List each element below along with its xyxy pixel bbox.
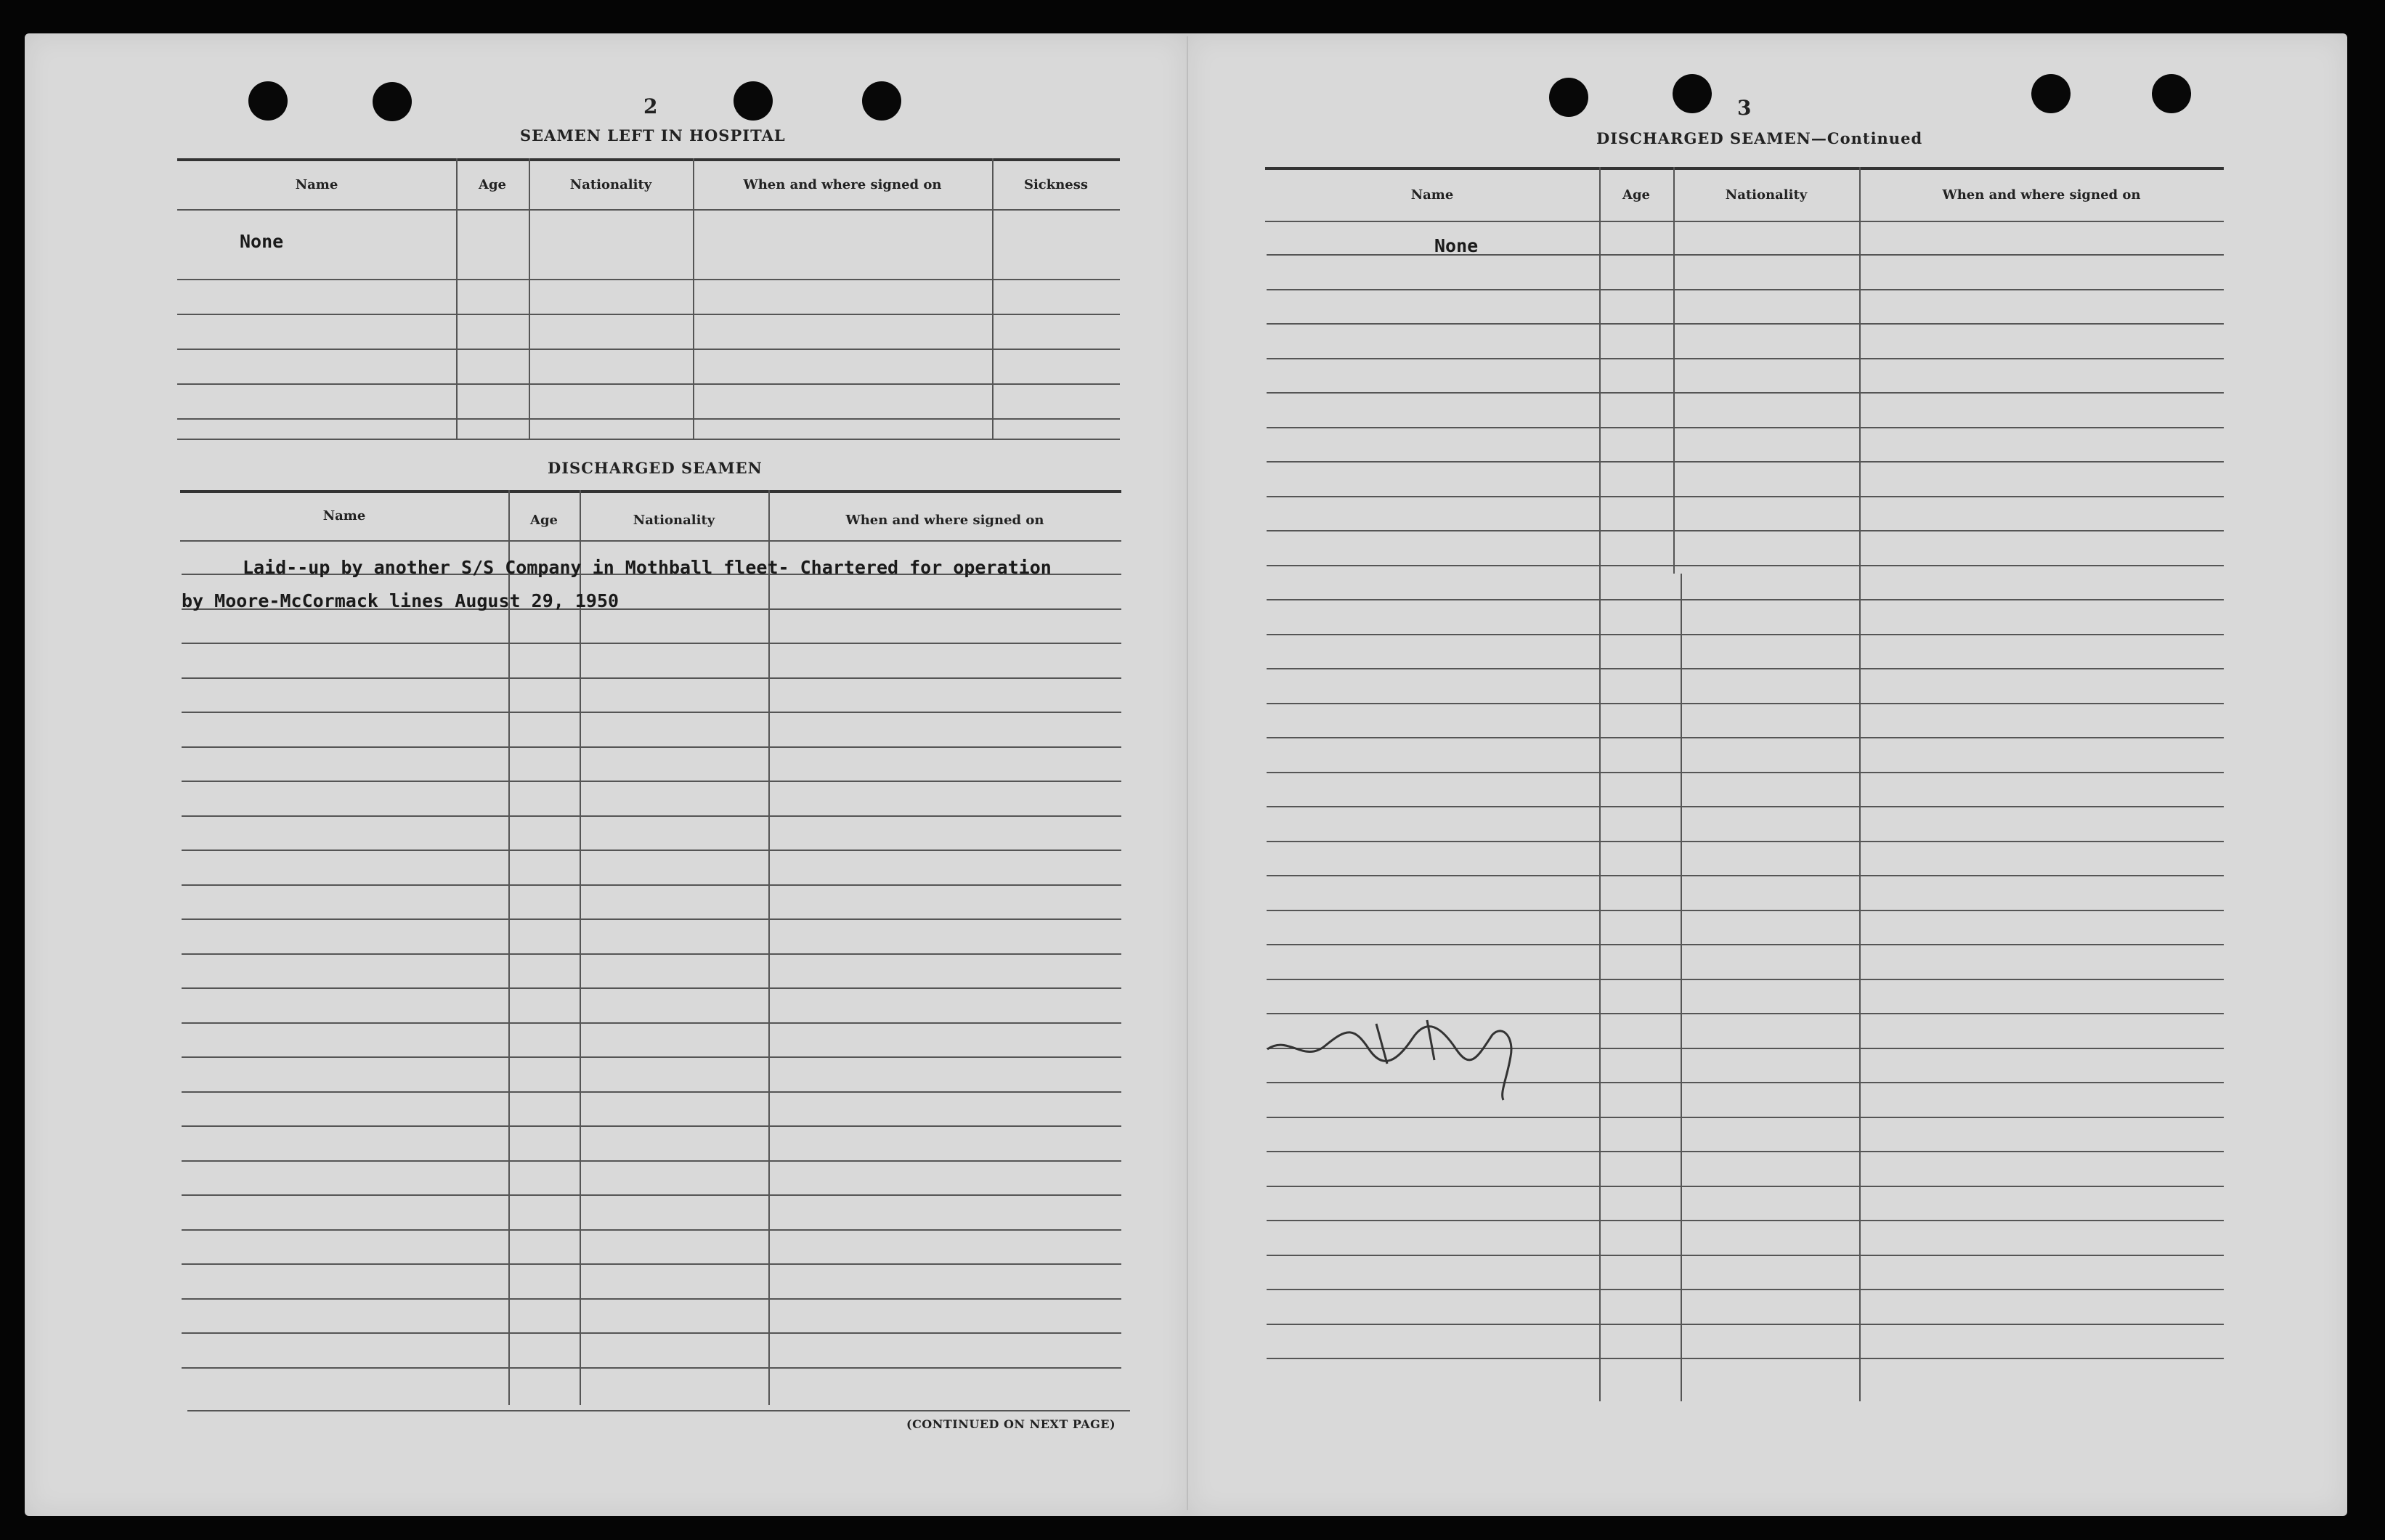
table-row-rule — [1267, 1220, 2224, 1221]
hospital-section-title: SEAMEN LEFT IN HOSPITAL — [520, 126, 786, 144]
col-header-nationality: Nationality — [1725, 187, 1808, 203]
punch-hole — [862, 81, 901, 121]
col-header-sickness: Sickness — [1023, 177, 1089, 192]
table-rule — [177, 439, 1120, 440]
punch-hole — [734, 81, 773, 121]
table-row-rule — [182, 712, 1121, 713]
table-rule — [177, 209, 1120, 211]
page-number: 2 — [643, 94, 658, 118]
table-row-rule — [182, 1160, 1121, 1162]
table-row-rule — [1267, 496, 2224, 497]
table-row-rule — [182, 815, 1121, 817]
table-row-rule — [1267, 703, 2224, 704]
table-row-rule — [182, 953, 1121, 955]
col-header-name: Name — [1410, 187, 1454, 203]
col-header-signed-on: When and where signed on — [743, 177, 942, 192]
table-row-rule — [1267, 1186, 2224, 1187]
table-row-rule — [182, 677, 1121, 679]
table-row-rule — [1267, 910, 2224, 911]
table-row-rule — [1267, 1255, 2224, 1256]
table-row-rule — [1267, 944, 2224, 945]
col-header-nationality: Nationality — [569, 177, 652, 192]
table-row-rule — [1267, 530, 2224, 531]
page-fold — [1187, 36, 1188, 1510]
table-row-rule — [182, 1194, 1121, 1196]
column-divider — [1859, 167, 1861, 1401]
table-row-rule — [182, 1332, 1121, 1334]
continued-footer: (CONTINUED ON NEXT PAGE) — [906, 1417, 1116, 1431]
table-row-rule — [182, 781, 1121, 782]
table-row-rule — [1267, 1324, 2224, 1325]
table-rule — [1265, 167, 2224, 170]
right-page — [1187, 33, 2347, 1516]
table-rule — [187, 1410, 1130, 1411]
table-row-rule — [182, 1125, 1121, 1127]
table-row-rule — [182, 884, 1121, 886]
column-divider — [580, 490, 581, 1405]
table-row-rule — [1267, 392, 2224, 394]
column-divider — [508, 490, 510, 1405]
table-row-rule — [1267, 634, 2224, 635]
col-header-age: Age — [478, 177, 506, 192]
column-divider — [1599, 167, 1601, 1401]
page-number: 3 — [1737, 96, 1752, 120]
table-row-rule — [1267, 461, 2224, 463]
table-row-rule — [1267, 254, 2224, 256]
table-row-rule — [182, 1056, 1121, 1058]
table-row-rule — [1267, 772, 2224, 773]
column-divider — [456, 158, 458, 439]
table-row-rule — [1267, 806, 2224, 807]
col-header-name: Name — [295, 177, 338, 192]
table-row-rule — [182, 987, 1121, 989]
table-rule — [180, 540, 1121, 542]
table-rule — [177, 349, 1120, 350]
table-row-rule — [1267, 599, 2224, 600]
table-row-rule — [1267, 565, 2224, 566]
column-divider — [693, 158, 694, 439]
table-row-rule — [1267, 841, 2224, 842]
table-row-rule — [1267, 1358, 2224, 1359]
table-row-rule — [182, 746, 1121, 748]
table-row-rule — [1267, 875, 2224, 876]
col-header-signed-on: When and where signed on — [1942, 187, 2141, 203]
punch-hole — [2031, 74, 2071, 113]
left-page — [25, 33, 1187, 1516]
col-header-nationality: Nationality — [633, 513, 715, 528]
continued-entry: None — [1434, 235, 1479, 256]
col-header-name: Name — [322, 508, 366, 523]
table-rule — [177, 314, 1120, 315]
table-rule — [1265, 221, 2224, 222]
table-row-rule — [1267, 289, 2224, 290]
handwritten-signature — [1260, 1006, 1551, 1107]
punch-hole — [2152, 74, 2191, 113]
column-divider — [529, 158, 530, 439]
discharged-note-line-1: Laid--up by another S/S Company in Mothball fleet- Chartered for operation — [243, 557, 1052, 578]
table-row-rule — [182, 1091, 1121, 1093]
column-divider — [1673, 167, 1675, 574]
table-row-rule — [1267, 1289, 2224, 1290]
discharged-continued-title: DISCHARGED SEAMEN—Continued — [1596, 129, 1923, 147]
col-header-age: Age — [529, 513, 558, 528]
column-divider — [768, 490, 770, 1405]
discharged-section-title: DISCHARGED SEAMEN — [548, 459, 763, 477]
hospital-entry: None — [240, 231, 284, 252]
table-rule — [180, 490, 1121, 493]
table-row-rule — [1267, 427, 2224, 428]
table-row-rule — [182, 850, 1121, 851]
table-row-rule — [182, 1022, 1121, 1024]
table-row-rule — [182, 643, 1121, 644]
table-row-rule — [1267, 1117, 2224, 1118]
punch-hole — [373, 82, 412, 121]
table-row-rule — [182, 1263, 1121, 1265]
table-row-rule — [1267, 358, 2224, 359]
table-rule — [177, 418, 1120, 420]
table-row-rule — [1267, 1151, 2224, 1152]
table-rule — [177, 383, 1120, 385]
punch-hole — [1673, 74, 1712, 113]
column-divider — [992, 158, 994, 439]
table-row-rule — [1267, 737, 2224, 738]
table-row-rule — [1267, 323, 2224, 325]
discharged-note-line-2: by Moore-McCormack lines August 29, 1950 — [182, 590, 619, 611]
table-row-rule — [182, 1229, 1121, 1231]
punch-hole — [248, 81, 288, 121]
punch-hole — [1549, 78, 1588, 117]
table-row-rule — [1267, 668, 2224, 669]
column-divider — [1681, 574, 1682, 1401]
table-rule — [177, 279, 1120, 280]
table-row-rule — [182, 918, 1121, 920]
table-rule — [177, 158, 1120, 161]
table-row-rule — [1267, 979, 2224, 980]
table-row-rule — [182, 1367, 1121, 1369]
col-header-age: Age — [1622, 187, 1650, 203]
col-header-signed-on: When and where signed on — [845, 513, 1044, 528]
table-row-rule — [182, 1298, 1121, 1300]
